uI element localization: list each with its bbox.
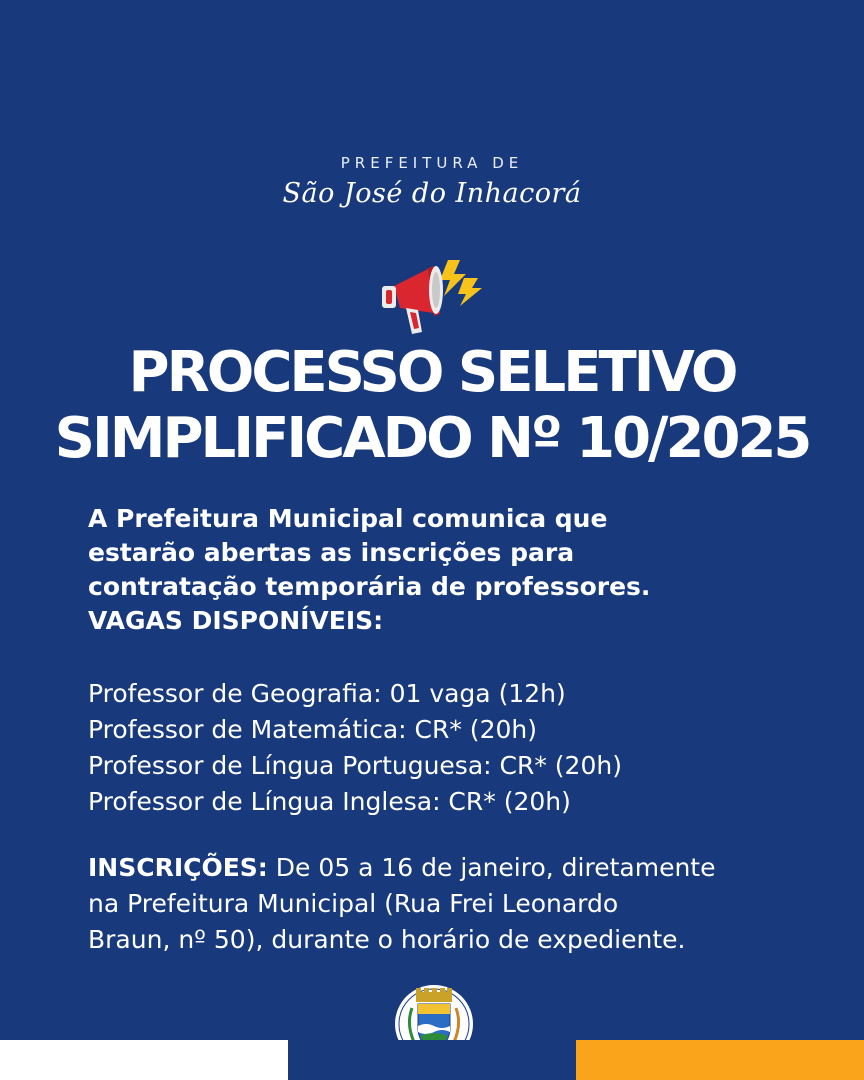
vacancy-item-lingua-inglesa: Professor de Língua Inglesa: CR* (20h) — [88, 787, 571, 816]
brand-prefix: PREFEITURA DE — [340, 154, 524, 172]
footer-bar-white — [0, 1040, 288, 1080]
footer-bar-orange — [576, 1040, 864, 1080]
vacancy-item-lingua-portuguesa: Professor de Língua Portuguesa: CR* (20h) — [88, 751, 622, 780]
registration-dates: De 05 a 16 de janeiro, diretamente — [267, 853, 716, 882]
title-line-2: SIMPLIFICADO Nº 10/2025 — [54, 406, 810, 471]
intro-text — [88, 502, 808, 638]
title-line-1: PROCESSO SELETIVO — [128, 340, 736, 405]
brand-logo — [0, 154, 864, 209]
intro-line-1: A Prefeitura Municipal comunica que — [88, 504, 608, 533]
registration-info — [88, 850, 788, 958]
brand-city-name: São José do Inhacorá — [282, 178, 582, 209]
intro-line-3: contratação temporária de professores. — [88, 572, 651, 601]
intro-line-2: estarão abertas as inscrições para — [88, 538, 575, 567]
registration-line-3: Braun, nº 50), durante o horário de expediente. — [88, 925, 686, 954]
vacancy-list — [88, 676, 828, 820]
footer-bar-blue — [288, 1040, 576, 1080]
vacancy-item-matematica: Professor de Matemática: CR* (20h) — [88, 715, 537, 744]
registration-line-2: na Prefeitura Municipal (Rua Frei Leonardo — [88, 889, 619, 918]
registration-line-1 — [88, 850, 788, 886]
vacancies-heading: VAGAS DISPONÍVEIS: — [88, 606, 384, 635]
vacancy-item-geografia: Professor de Geografia: 01 vaga (12h) — [88, 679, 566, 708]
registration-label: INSCRIÇÕES: — [88, 853, 268, 882]
page-title — [0, 340, 864, 472]
megaphone-icon — [378, 256, 490, 340]
